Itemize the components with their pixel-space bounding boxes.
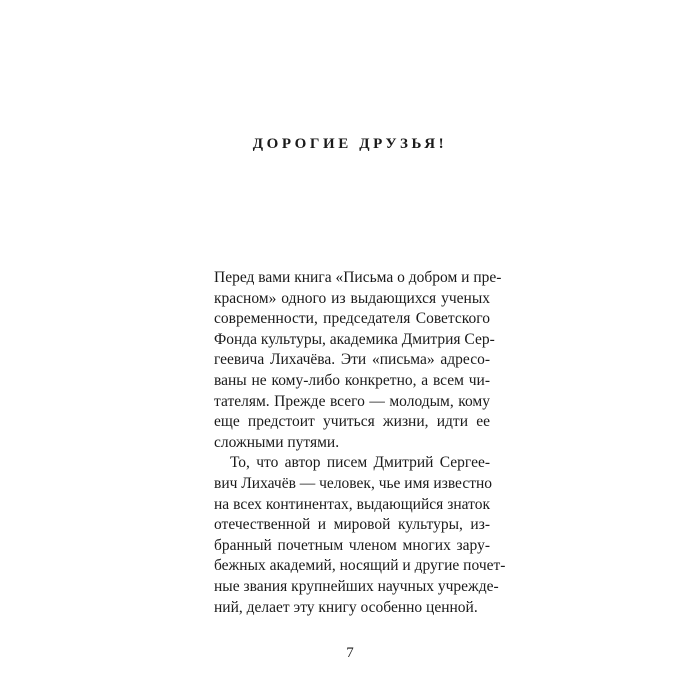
paragraph-2 <box>214 453 506 618</box>
text-line: на всех континентах, выдающийся знаток <box>214 495 490 513</box>
page-heading: ДОРОГИЕ ДРУЗЬЯ! <box>252 136 448 152</box>
body-text <box>214 268 506 618</box>
text-line: Перед вами книга «Письма о добром и пре- <box>214 269 502 286</box>
text-line: Фонда культуры, академика Дмитрия Сер- <box>214 330 495 348</box>
text-line: геевича Лихачёва. Эти «письма» адресо- <box>214 351 490 369</box>
page-number: 7 <box>346 645 354 661</box>
text-line: сложными путями. <box>214 433 340 451</box>
text-line: еще предстоит учиться жизни, идти ее <box>214 413 490 431</box>
text-line: ные звания крупнейших научных учрежде- <box>214 577 499 595</box>
text-line: вич Лихачёв — человек, чье имя известно <box>214 474 493 492</box>
text-line: ний, делает эту книгу особенно ценной. <box>214 598 478 616</box>
text-line: отечественной и мировой культуры, из- <box>214 516 490 534</box>
text-line: современности, председателя Советского <box>214 310 490 328</box>
text-line: красном» одного из выдающихся ученых <box>214 289 490 307</box>
text-line: ваны не кому-либо конкретно, а всем чи- <box>214 371 490 389</box>
text-line: То, что автор писем Дмитрий Сергее- <box>230 454 490 472</box>
paragraph-1 <box>214 268 502 453</box>
text-line: бежных академий, носящий и другие почет- <box>214 557 506 575</box>
text-line: тателям. Прежде всего — молодым, кому <box>214 392 490 410</box>
text-line: бранный почетным членом многих зару- <box>214 536 490 554</box>
